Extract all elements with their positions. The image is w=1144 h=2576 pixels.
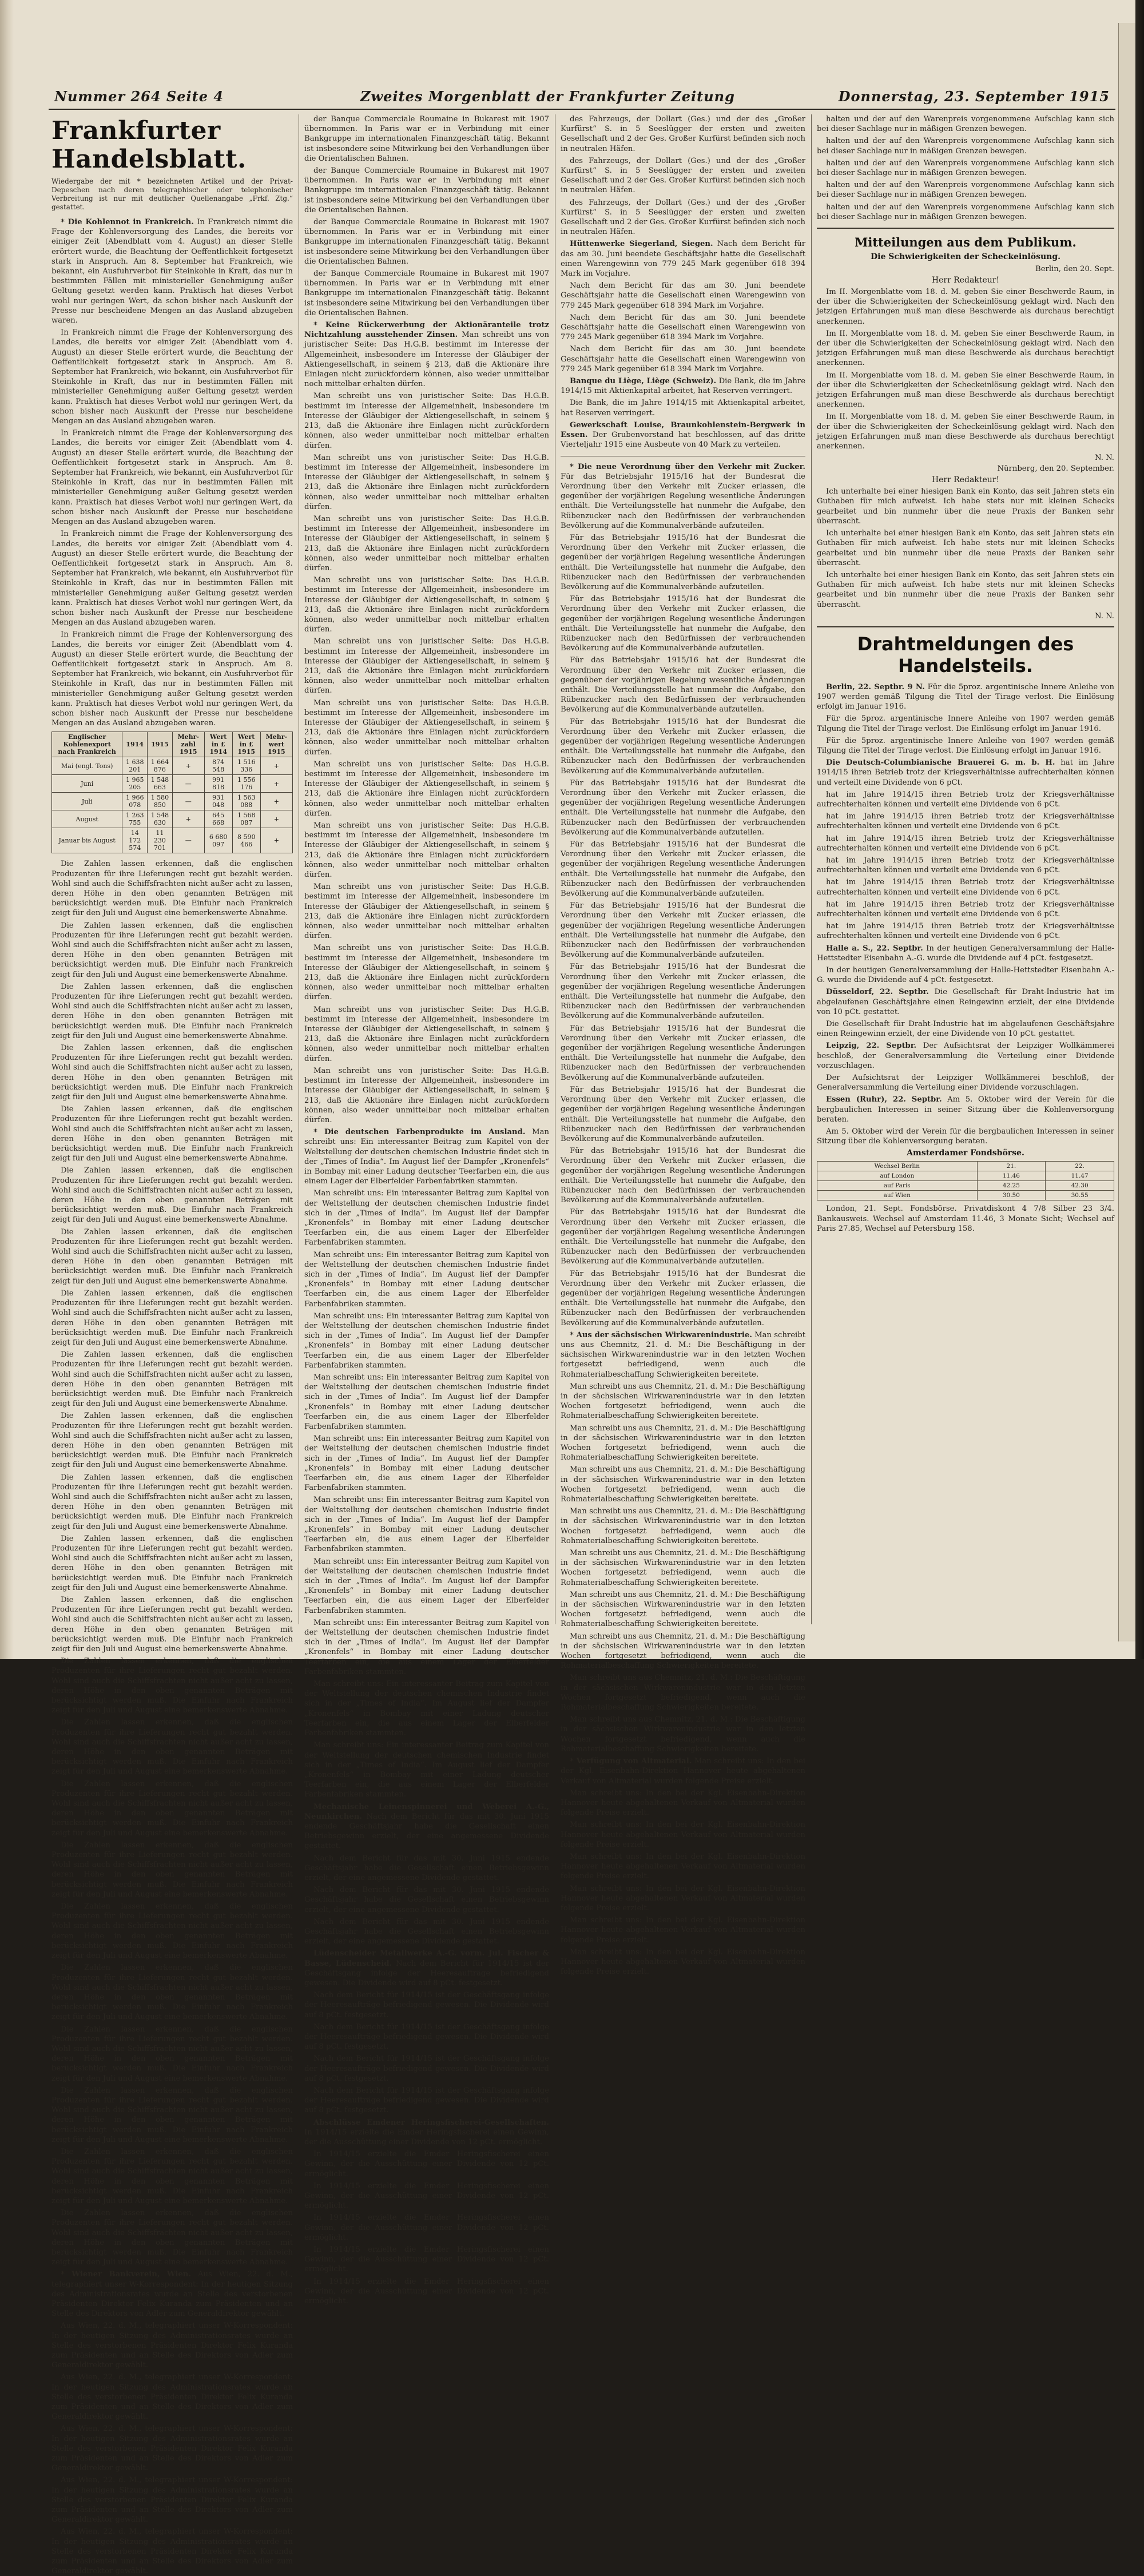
letters-heading: Mitteilungen aus dem Publikum. (855, 235, 1077, 250)
article-continuation: Die Zahlen lassen erkennen, daß die englischen Produzenten für ihre Lieferungen recht gut bezahlt werden. Wohl sind auch die Schiffsfrachten nicht außer acht zu lassen, deren Höhe in den oben genannten Beträgen mit berücksichtigt werden muß. Die Einfuhr nach Frankreich zeigt für den Juli und August eine bemerkenswerte Abnahme. (51, 1166, 293, 1225)
table-cell: — (172, 775, 204, 793)
article-continuation: Die Zahlen lassen erkennen, daß die englischen Produzenten für ihre Lieferungen recht gut bezahlt werden. Wohl sind auch die Schiffsfrachten nicht außer acht zu lassen, deren Höhe in den oben genannten Beträgen mit berücksichtigt werden muß. Die Einfuhr nach Frankreich zeigt für den Juli und August eine bemerkenswerte Abnahme. (51, 1473, 293, 1531)
report-continuation: hat im Jahre 1914/15 ihren Betrieb trotz der Kriegsverhältnisse aufrechterhalten können und verteilt eine Dividende von 6 pCt. (817, 834, 1114, 853)
table-cell: auf Wien (817, 1191, 978, 1200)
article-continuation: Man schreibt uns: Ein interessanter Beitrag zum Kapitel von der Weltstellung der deutschen chemischen Industrie findet sich in der „Times of India“. Im August lief der Dampfer „Kronenfels“ in Bombay mit einer Ladung deutscher Teerfarben ein, die aus einem Lager der Elberfelder Farbenfabriken stammten. (304, 1496, 549, 1554)
letter-continuation: Im II. Morgenblatte vom 18. d. M. geben Sie einer Beschwerde Raum, in der über die Schwierigkeiten der Scheckeinlösung geklagt wird. Nach den jetzigen Erfahrungen muß man diese Beschwerde als durchaus berechtigt anerkennen. (817, 412, 1114, 451)
copyright-note: Wiedergabe der mit * bezeichneten Artikel und der Privat-Depeschen nach deren telegraphischer oder telephonischer Verbreitung ist nur mit deutlicher Quellenangabe „Frkf. Ztg.“ gestattet. (51, 177, 293, 211)
table-cell: 42.30 (1046, 1181, 1114, 1191)
article-continuation: Die Zahlen lassen erkennen, daß die englischen Produzenten für ihre Lieferungen recht gut bezahlt werden. Wohl sind auch die Schiffsfrachten nicht außer acht zu lassen, deren Höhe in den oben genannten Beträgen mit berücksichtigt werden muß. Die Einfuhr nach Frankreich zeigt für den Juli und August eine bemerkenswerte Abnahme. (51, 1289, 293, 1347)
table-cell: August (52, 810, 122, 828)
wire-report: Berlin, 22. Septbr. 9 N. Für die 5proz. argentinische Innere Anleihe von 1907 werden gemäß Tilgung die Titel der Tirage verlost. Die Einlösung erfolgt im Januar 1916. (817, 682, 1114, 711)
article-continuation: Man schreibt uns: In den bei der Kgl. Eisenbahn-Direktion Hannover heute abgehaltenen Verkauf von Altmaterial wurden folgende Preise erzielt. (561, 1916, 805, 1945)
article-continuation: In Frankreich nimmt die Frage der Kohlenversorgung des Landes, die bereits vor einiger Zeit (Abendblatt vom 4. August) an dieser Stelle erörtert wurde, die Beachtung der Oeffentlichkeit fortgesetzt stark in Anspruch. Am 8. September hat Frankreich, wie bekannt, ein Ausfuhrverbot für Steinkohle in Kraft, das nur in bestimmten Fällen mit ministerieller Genehmigung außer Geltung gesetzt werden kann. Praktisch hat dieses Verbot wohl nur geringen Wert, da schon bisher nach Auskunft der Presse nur bescheidene Mengen an das Ausland abzugeben waren. (51, 429, 293, 527)
article-continuation: In Frankreich nimmt die Frage der Kohlenversorgung des Landes, die bereits vor einiger Zeit (Abendblatt vom 4. August) an dieser Stelle erörtert wurde, die Beachtung der Oeffentlichkeit fortgesetzt stark in Anspruch. Am 8. September hat Frankreich, wie bekannt, ein Ausfuhrverbot für Steinkohle in Kraft, das nur in bestimmten Fällen mit ministerieller Genehmigung außer Geltung gesetzt werden kann. Praktisch hat dieses Verbot wohl nur geringen Wert, da schon bisher nach Auskunft der Presse nur bescheidene Mengen an das Ausland abzugeben waren. (51, 530, 293, 627)
report-continuation: hat im Jahre 1914/15 ihren Betrieb trotz der Kriegsverhältnisse aufrechterhalten können und verteilt eine Dividende von 6 pCt. (817, 790, 1114, 809)
article-continuation: des Fahrzeugs, der Dollart (Ges.) und der des „Großer Kurfürst“ S. in 5 Seeslügger der ersten und zweiten Gesellschaft und 2 der Ges. Großer Kurfürst befinden sich noch in neutralen Häfen. (561, 156, 805, 195)
column-2 (304, 114, 549, 2306)
article-continuation: Für das Betriebsjahr 1915/16 hat der Bundesrat die Verordnung über den Verkehr mit Zucker erlassen, die gegenüber der vorjährigen Regelung wesentliche Änderungen enthält. Die Verteilungsstelle hat nunmehr die Aufgabe, den Rübenzucker nach den Bedürfnissen der verbrauchenden Bevölkerung auf die Kommunalverbände aufzuteilen. (561, 1147, 805, 1205)
article-paragraph: Mechanische Leinenspinnerei und Weberei A.-G., Neunkirchen. Nach dem Bericht für das mit 30. Juni 1915 endende Geschäftsjahr habe die Gesellschaft einen Betriebsgewinn erzielt, der eine angemessene Dividende gestattet. (304, 1802, 549, 1851)
article-continuation: Nach dem Bericht für das am 30. Juni beendete Geschäftsjahr hatte die Gesellschaft einen Warengewinn von 779 245 Mark gegenüber 618 394 Mark im Vorjahre. (561, 281, 805, 310)
table-row (52, 810, 293, 828)
article-continuation: Man schreibt uns aus Chemnitz, 21. d. M.: Die Beschäftigung in der sächsischen Wirkwarenindustrie war in den letzten Wochen fortgesetzt befriedigend, wenn auch die Rohmaterialbeschaffung Schwierigkeiten bereitete. (561, 1424, 805, 1462)
table-cell: + (260, 793, 292, 810)
letter-continuation: Ich unterhalte bei einer hiesigen Bank ein Konto, das seit Jahren stets ein Guthaben für mich aufweist. Ich habe stets nur mit kleinen Schecks gearbeitet und bin nunmehr über die neue Praxis der Banken sehr überrascht. (817, 529, 1114, 567)
table-cell: 1 548 663 (148, 775, 173, 793)
article-continuation: der Banque Commerciale Roumaine in Bukarest mit 1907 übernommen. In Paris war er in Verbindung mit einer Bankgruppe im internationalen Finanzgeschäft tätig. Bekannt ist insbesondere seine Mitwirkung bei den Verhandlungen über die Orientalischen Bahnen. (304, 269, 549, 317)
report-dateline: Berlin, 22. Septbr. 9 N. (826, 682, 925, 691)
article-continuation: Für das Betriebsjahr 1915/16 hat der Bundesrat die Verordnung über den Verkehr mit Zucker erlassen, die gegenüber der vorjährigen Regelung wesentliche Änderungen enthält. Die Verteilungsstelle hat nunmehr die Aufgabe, den Rübenzucker nach den Bedürfnissen der verbrauchenden Bevölkerung auf die Kommunalverbände aufzuteilen. (561, 656, 805, 714)
article-continuation: Man schreibt uns: Ein interessanter Beitrag zum Kapitel von der Weltstellung der deutschen chemischen Industrie findet sich in der „Times of India“. Im August lief der Dampfer „Kronenfels“ in Bombay mit einer Ladung deutscher Teerfarben ein, die aus einem Lager der Elberfelder Farbenfabriken stammten. (304, 1618, 549, 1676)
article-continuation: Man schreibt uns von juristischer Seite: Das H.G.B. bestimmt im Interesse der Allgemeinheit, insbesondere im Interesse der Gläubiger der Aktiengesellschaft, in seinem § 213, daß die Aktionäre ihre Einlagen nicht zurückfordern können, also weder unmittelbar noch mittelbar erhalten dürfen. (304, 392, 549, 450)
article-continuation: Für das Betriebsjahr 1915/16 hat der Bundesrat die Verordnung über den Verkehr mit Zucker erlassen, die gegenüber der vorjährigen Regelung wesentliche Änderungen enthält. Die Verteilungsstelle hat nunmehr die Aufgabe, den Rübenzucker nach den Bedürfnissen der verbrauchenden Bevölkerung auf die Kommunalverbände aufzuteilen. (561, 963, 805, 1021)
report-continuation: hat im Jahre 1914/15 ihren Betrieb trotz der Kriegsverhältnisse aufrechterhalten können und verteilt eine Dividende von 6 pCt. (817, 900, 1114, 919)
table-cell: 30.50 (977, 1191, 1046, 1200)
article-continuation: Nach dem Bericht für 1914/15 ist der Geschäftsgang infolge der Heeresaufträge befriedigend gewesen. Die Dividende wird auf 8 pCt. festgesetzt. (304, 1991, 549, 2020)
issue-date: Donnerstag, 23. September 1915 (838, 88, 1110, 105)
article-continuation: Für das Betriebsjahr 1915/16 hat der Bundesrat die Verordnung über den Verkehr mit Zucker erlassen, die gegenüber der vorjährigen Regelung wesentliche Änderungen enthält. Die Verteilungsstelle hat nunmehr die Aufgabe, den Rübenzucker nach den Bedürfnissen der verbrauchenden Bevölkerung auf die Kommunalverbände aufzuteilen. (561, 1208, 805, 1266)
article-continuation: Man schreibt uns: In den bei der Kgl. Eisenbahn-Direktion Hannover heute abgehaltenen Verkauf von Altmaterial wurden folgende Preise erzielt. (561, 1884, 805, 1913)
article-lead: Abschlüsse Emdener Heringsfischerei-Gesellschaften. (313, 2118, 549, 2127)
column-1 (51, 114, 293, 2576)
article-continuation: Für das Betriebsjahr 1915/16 hat der Bundesrat die Verordnung über den Verkehr mit Zucker erlassen, die gegenüber der vorjährigen Regelung wesentliche Änderungen enthält. Die Verteilungsstelle hat nunmehr die Aufgabe, den Rübenzucker nach den Bedürfnissen der verbrauchenden Bevölkerung auf die Kommunalverbände aufzuteilen. (561, 1024, 805, 1082)
article-continuation: Die Zahlen lassen erkennen, daß die englischen Produzenten für ihre Lieferungen recht gut bezahlt werden. Wohl sind auch die Schiffsfrachten nicht außer acht zu lassen, deren Höhe in den oben genannten Beträgen mit berücksichtigt werden muß. Die Einfuhr nach Frankreich zeigt für den Juli und August eine bemerkenswerte Abnahme. (51, 1350, 293, 1409)
table-cell: 645 668 (204, 810, 232, 828)
letter-continuation: Im II. Morgenblatte vom 18. d. M. geben Sie einer Beschwerde Raum, in der über die Schwierigkeiten der Scheckeinlösung geklagt wird. Nach den jetzigen Erfahrungen muß man diese Beschwerde als durchaus berechtigt anerkennen. (817, 371, 1114, 410)
report-continuation: hat im Jahre 1914/15 ihren Betrieb trotz der Kriegsverhältnisse aufrechterhalten können und verteilt eine Dividende von 6 pCt. (817, 878, 1114, 897)
article-continuation: Die Zahlen lassen erkennen, daß die englischen Produzenten für ihre Lieferungen recht gut bezahlt werden. Wohl sind auch die Schiffsfrachten nicht außer acht zu lassen, deren Höhe in den oben genannten Beträgen mit berücksichtigt werden muß. Die Einfuhr nach Frankreich zeigt für den Juli und August eine bemerkenswerte Abnahme. (51, 1902, 293, 1961)
table-cell: + (172, 757, 204, 775)
letter-salutation: Herr Redakteur! (931, 475, 1000, 485)
wire-report: Essen (Ruhr), 22. Septbr. Am 5. Oktober wird der Verein für die bergbaulichen Interessen in seiner Sitzung über die Kohlenversorgung beraten. (817, 1095, 1114, 1124)
article-continuation: Man schreibt uns: In den bei der Kgl. Eisenbahn-Direktion Hannover heute abgehaltenen Verkauf von Altmaterial wurden folgende Preise erzielt. (561, 1947, 805, 1977)
table-cell: Wechsel Berlin (817, 1162, 978, 1171)
article-continuation: Man schreibt uns von juristischer Seite: Das H.G.B. bestimmt im Interesse der Allgemeinheit, insbesondere im Interesse der Gläubiger der Aktiengesellschaft, in seinem § 213, daß die Aktionäre ihre Einlagen nicht zurückfordern können, also weder unmittelbar noch mittelbar erhalten dürfen. (304, 1066, 549, 1124)
table-cell: 1 556 176 (232, 775, 260, 793)
article-continuation: Man schreibt uns von juristischer Seite: Das H.G.B. bestimmt im Interesse der Allgemeinheit, insbesondere im Interesse der Gläubiger der Aktiengesellschaft, in seinem § 213, daß die Aktionäre ihre Einlagen nicht zurückfordern können, also weder unmittelbar noch mittelbar erhalten dürfen. (304, 514, 549, 573)
article-paragraph: * Wiener Bankverein, Wien. Aus Wien, 22. d. M., telegraphiert unser W-Korrespondent: In der heutigen Sitzung des Administrationsrates wurde an Stelle des verstorbenen Präsidenten Direktor Felix Kuranda zum Präsidenten und an Stelle des Direktors von Adler zum Generaldirektor gewählt. (51, 2270, 293, 2319)
article-continuation: Man schreibt uns: Ein interessanter Beitrag zum Kapitel von der Weltstellung der deutschen chemischen Industrie findet sich in der „Times of India“. Im August lief der Dampfer „Kronenfels“ in Bombay mit einer Ladung deutscher Teerfarben ein, die aus einem Lager der Elberfelder Farbenfabriken stammten. (304, 1250, 549, 1309)
article-paragraph: Hüttenwerke Siegerland, Siegen. Nach dem Bericht für das am 30. Juni beendete Geschäftsjahr hatte die Gesellschaft einen Warengewinn von 779 245 Mark gegenüber 618 394 Mark im Vorjahre. (561, 240, 806, 279)
page-header (49, 85, 1115, 110)
article-continuation: Man schreibt uns aus Chemnitz, 21. d. M.: Die Beschäftigung in der sächsischen Wirkwarenindustrie war in den letzten Wochen fortgesetzt befriedigend, wenn auch die Rohmaterialbeschaffung Schwierigkeiten bereitete. (561, 1673, 805, 1712)
article-continuation: Nach dem Bericht für das mit 30. Juni 1915 endende Geschäftsjahr habe die Gesellschaft einen Betriebsgewinn erzielt, der eine angemessene Dividende gestattet. (304, 1854, 549, 1882)
article-continuation: Die Zahlen lassen erkennen, daß die englischen Produzenten für ihre Lieferungen recht gut bezahlt werden. Wohl sind auch die Schiffsfrachten nicht außer acht zu lassen, deren Höhe in den oben genannten Beträgen mit berücksichtigt werden muß. Die Einfuhr nach Frankreich zeigt für den Juli und August eine bemerkenswerte Abnahme. (51, 2147, 293, 2205)
table-row (52, 757, 293, 775)
table-cell: 1 563 088 (232, 793, 260, 810)
page-edge-shadow (1135, 0, 1144, 1659)
table-cell: 30.55 (1046, 1191, 1114, 1200)
table-cell: Juni (52, 775, 122, 793)
article-continuation: Die Zahlen lassen erkennen, daß die englischen Produzenten für ihre Lieferungen recht gut bezahlt werden. Wohl sind auch die Schiffsfrachten nicht außer acht zu lassen, deren Höhe in den oben genannten Beträgen mit berücksichtigt werden muß. Die Einfuhr nach Frankreich zeigt für den Juli und August eine bemerkenswerte Abnahme. (51, 2209, 293, 2267)
article-continuation: Man schreibt uns von juristischer Seite: Das H.G.B. bestimmt im Interesse der Allgemeinheit, insbesondere im Interesse der Gläubiger der Aktiengesellschaft, in seinem § 213, daß die Aktionäre ihre Einlagen nicht zurückfordern können, also weder unmittelbar noch mittelbar erhalten dürfen. (304, 882, 549, 941)
letters-subheading: Die Schwierigkeiten der Scheckeinlösung. (870, 252, 1061, 262)
article-continuation: Die Zahlen lassen erkennen, daß die englischen Produzenten für ihre Lieferungen recht gut bezahlt werden. Wohl sind auch die Schiffsfrachten nicht außer acht zu lassen, deren Höhe in den oben genannten Beträgen mit berücksichtigt werden muß. Die Einfuhr nach Frankreich zeigt für den Juli und August eine bemerkenswerte Abnahme. (51, 1105, 293, 1163)
newspaper-title: Zweites Morgenblatt der Frankfurter Zeitung (360, 88, 735, 105)
table-cell: 21. (977, 1162, 1046, 1171)
table-cell: 1 548 630 (148, 810, 173, 828)
column-rule (811, 114, 812, 1624)
table-row (817, 1162, 1114, 1171)
letter-continuation: Im II. Morgenblatte vom 18. d. M. geben Sie einer Beschwerde Raum, in der über die Schwierigkeiten der Scheckeinlösung geklagt wird. Nach den jetzigen Erfahrungen muß man diese Beschwerde als durchaus berechtigt anerkennen. (817, 329, 1114, 368)
article-paragraph: des Fahrzeugs, der Dollart (Ges.) und der des „Großer Kurfürst“ S. in 5 Seeslügger der ersten und zweiten Gesellschaft und 2 der Ges. Großer Kurfürst befinden sich noch in neutralen Häfen. (561, 115, 805, 153)
article-continuation: In 1914/15 erzielte die Emder Heringsfischerei einen Gewinn, der die Ausschüttung einer Dividende von 12 pCt. ermöglicht. (304, 2181, 549, 2211)
report-continuation: Für die 5proz. argentinische Innere Anleihe von 1907 werden gemäß Tilgung die Titel der Tirage verlost. Die Einlösung erfolgt im Januar 1916. (817, 714, 1114, 733)
table-row (817, 1191, 1114, 1200)
article-continuation: Man schreibt uns von juristischer Seite: Das H.G.B. bestimmt im Interesse der Allgemeinheit, insbesondere im Interesse der Gläubiger der Aktiengesellschaft, in seinem § 213, daß die Aktionäre ihre Einlagen nicht zurückfordern können, also weder unmittelbar noch mittelbar erhalten dürfen. (304, 576, 549, 634)
letter-signature: N. N. (1095, 611, 1114, 621)
article-continuation: Aus Wien, 22. d. M., telegraphiert unser W-Korrespondent: In der heutigen Sitzung des Administrationsrates wurde an Stelle des verstorbenen Präsidenten Direktor Felix Kuranda zum Präsidenten und an Stelle des Direktors von Adler zum Generaldirektor gewählt. (51, 2527, 293, 2576)
letter-date: Berlin, den 20. Sept. (1035, 265, 1114, 274)
article-paragraph: * Die Kohlennot in Frankreich. In Frankreich nimmt die Frage der Kohlenversorgung des Landes, die bereits vor einiger Zeit (Abendblatt vom 4. August) an dieser Stelle erörtert wurde, die Beachtung der Oeffentlichkeit fortgesetzt stark in Anspruch. Am 8. September hat Frankreich, wie bekannt, ein Ausfuhrverbot für Steinkohle in Kraft, das nur in bestimmten Fällen mit ministerieller Genehmigung außer Geltung gesetzt werden kann. Praktisch hat dieses Verbot wohl nur geringen Wert, da schon bisher nach Auskunft der Presse nur bescheidene Mengen an das Ausland abzugeben waren. (51, 218, 293, 325)
report-continuation: In der heutigen Generalversammlung der Halle-Hettstedter Eisenbahn A.-G. wurde die Dividende auf 4 pCt. festgesetzt. (817, 966, 1114, 985)
table-row (52, 793, 293, 810)
article-continuation: Die Zahlen lassen erkennen, daß die englischen Produzenten für ihre Lieferungen recht gut bezahlt werden. Wohl sind auch die Schiffsfrachten nicht außer acht zu lassen, deren Höhe in den oben genannten Beträgen mit berücksichtigt werden muß. Die Einfuhr nach Frankreich zeigt für den Juli und August eine bemerkenswerte Abnahme. (51, 2086, 293, 2144)
article-continuation: Die Zahlen lassen erkennen, daß die englischen Produzenten für ihre Lieferungen recht gut bezahlt werden. Wohl sind auch die Schiffsfrachten nicht außer acht zu lassen, deren Höhe in den oben genannten Beträgen mit berücksichtigt werden muß. Die Einfuhr nach Frankreich zeigt für den Juli und August eine bemerkenswerte Abnahme. (51, 1227, 293, 1286)
article-lead: * Die Kohlennot in Frankreich. (61, 218, 194, 226)
letter-paragraph: Ich unterhalte bei einer hiesigen Bank ein Konto, das seit Jahren stets ein Guthaben für mich aufweist. Ich habe stets nur mit kleinen Schecks gearbeitet und bin nunmehr über die neue Praxis der Banken sehr überrascht. (817, 487, 1114, 526)
table-cell: 1 965 205 (122, 775, 148, 793)
article-continuation: Man schreibt uns: In den bei der Kgl. Eisenbahn-Direktion Hannover heute abgehaltenen Verkauf von Altmaterial wurden folgende Preise erzielt. (561, 1852, 805, 1881)
article-lead: * Die deutschen Farbenprodukte im Ausland. (313, 1128, 526, 1137)
article-continuation: Man schreibt uns: In den bei der Kgl. Eisenbahn-Direktion Hannover heute abgehaltenen Verkauf von Altmaterial wurden folgende Preise erzielt. (561, 1820, 805, 1849)
wire-report: Düsseldorf, 22. Septbr. Die Gesellschaft für Draht-Industrie hat im abgelaufenen Geschäftsjahre einen Reingewinn erzielt, der eine Dividende von 10 pCt. gestattet. (817, 988, 1114, 1016)
table-header-cell: Mehr-zahl 1915 (172, 732, 204, 757)
article-continuation: Man schreibt uns aus Chemnitz, 21. d. M.: Die Beschäftigung in der sächsischen Wirkwarenindustrie war in den letzten Wochen fortgesetzt befriedigend, wenn auch die Rohmaterialbeschaffung Schwierigkeiten bereitete. (561, 1382, 805, 1421)
article-continuation: Die Bank, die im Jahre 1914/15 mit Aktienkapital arbeitet, hat Reserven verringert. (561, 399, 805, 418)
article-paragraph: * Keine Rückerwerbung der Aktionäranteile trotz Nichtzahlung ausstehender Zinsen. Man schreibt uns von juristischer Seite: Das H.G.B. bestimmt im Interesse der Allgemeinheit, insbesondere im Interesse der Gläubiger der Aktiengesellschaft, in seinem § 213, daß die Aktionäre ihre Einlagen nicht zurückfordern können, also weder unmittelbar noch mittelbar erhalten dürfen. (304, 321, 549, 389)
report-dateline: Düsseldorf, 22. Septbr. (826, 988, 929, 997)
article-continuation: In Frankreich nimmt die Frage der Kohlenversorgung des Landes, die bereits vor einiger Zeit (Abendblatt vom 4. August) an dieser Stelle erörtert wurde, die Beachtung der Oeffentlichkeit fortgesetzt stark in Anspruch. Am 8. September hat Frankreich, wie bekannt, ein Ausfuhrverbot für Steinkohle in Kraft, das nur in bestimmten Fällen mit ministerieller Genehmigung außer Geltung gesetzt werden kann. Praktisch hat dieses Verbot wohl nur geringen Wert, da schon bisher nach Auskunft der Presse nur bescheidene Mengen an das Ausland abzugeben waren. (51, 328, 293, 426)
report-dateline: Leipzig, 22. Septbr. (826, 1041, 917, 1051)
table-cell: + (172, 810, 204, 828)
article-continuation: In 1914/15 erzielte die Emder Heringsfischerei einen Gewinn, der die Ausschüttung einer Dividende von 12 pCt. ermöglicht. (304, 2150, 549, 2179)
article-continuation: Die Zahlen lassen erkennen, daß die englischen Produzenten für ihre Lieferungen recht gut bezahlt werden. Wohl sind auch die Schiffsfrachten nicht außer acht zu lassen, deren Höhe in den oben genannten Beträgen mit berücksichtigt werden muß. Die Einfuhr nach Frankreich zeigt für den Juli und August eine bemerkenswerte Abnahme. (51, 1779, 293, 1838)
article-continuation: Die Zahlen lassen erkennen, daß die englischen Produzenten für ihre Lieferungen recht gut bezahlt werden. Wohl sind auch die Schiffsfrachten nicht außer acht zu lassen, deren Höhe in den oben genannten Beträgen mit berücksichtigt werden muß. Die Einfuhr nach Frankreich zeigt für den Juli und August eine bemerkenswerte Abnahme. (51, 982, 293, 1040)
article-continuation: Aus Wien, 22. d. M., telegraphiert unser W-Korrespondent: In der heutigen Sitzung des Administrationsrates wurde an Stelle des verstorbenen Präsidenten Direktor Felix Kuranda zum Präsidenten und an Stelle des Direktors von Adler zum Generaldirektor gewählt. (51, 2476, 293, 2525)
article-lead: Mechanische Leinenspinnerei und Weberei A.-G., Neunkirchen. (304, 1802, 549, 1821)
table-cell: 11.47 (1046, 1171, 1114, 1181)
article-continuation: Man schreibt uns von juristischer Seite: Das H.G.B. bestimmt im Interesse der Allgemeinheit, insbesondere im Interesse der Gläubiger der Aktiengesellschaft, in seinem § 213, daß die Aktionäre ihre Einlagen nicht zurückfordern können, also weder unmittelbar noch mittelbar erhalten dürfen. (304, 698, 549, 757)
column-3 (561, 114, 806, 1977)
article-continuation: Man schreibt uns von juristischer Seite: Das H.G.B. bestimmt im Interesse der Allgemeinheit, insbesondere im Interesse der Gläubiger der Aktiengesellschaft, in seinem § 213, daß die Aktionäre ihre Einlagen nicht zurückfordern können, also weder unmittelbar noch mittelbar erhalten dürfen. (304, 944, 549, 1002)
table-cell: 1 263 755 (122, 810, 148, 828)
article-continuation: Die Zahlen lassen erkennen, daß die englischen Produzenten für ihre Lieferungen recht gut bezahlt werden. Wohl sind auch die Schiffsfrachten nicht außer acht zu lassen, deren Höhe in den oben genannten Beträgen mit berücksichtigt werden muß. Die Einfuhr nach Frankreich zeigt für den Juli und August eine bemerkenswerte Abnahme. (51, 1963, 293, 2022)
article-continuation: In 1914/15 erzielte die Emder Heringsfischerei einen Gewinn, der die Ausschüttung einer Dividende von 12 pCt. ermöglicht. (304, 2245, 549, 2274)
report-continuation: Der Aufsichtsrat der Leipziger Wollkämmerei beschloß, der Generalversammlung die Verteilung einer Dividende vorzuschlagen. (817, 1074, 1114, 1092)
wire-report: Halle a. S., 22. Septbr. In der heutigen Generalversammlung der Halle-Hettstedter Eisenbahn A.-G. wurde die Dividende auf 4 pCt. festgesetzt. (817, 944, 1114, 963)
article-continuation: Man schreibt uns von juristischer Seite: Das H.G.B. bestimmt im Interesse der Allgemeinheit, insbesondere im Interesse der Gläubiger der Aktiengesellschaft, in seinem § 213, daß die Aktionäre ihre Einlagen nicht zurückfordern können, also weder unmittelbar noch mittelbar erhalten dürfen. (304, 453, 549, 511)
table-cell: 1 966 078 (122, 793, 148, 810)
article-continuation: Für das Betriebsjahr 1915/16 hat der Bundesrat die Verordnung über den Verkehr mit Zucker erlassen, die gegenüber der vorjährigen Regelung wesentliche Änderungen enthält. Die Verteilungsstelle hat nunmehr die Aufgabe, den Rübenzucker nach den Bedürfnissen der verbrauchenden Bevölkerung auf die Kommunalverbände aufzuteilen. (561, 1269, 805, 1327)
section-title: Frankfurter Handelsblatt. (51, 116, 247, 174)
report-dateline: Die Deutsch-Columbianische Brauerei G. m. b. H. (826, 758, 1055, 768)
article-continuation: Man schreibt uns: Ein interessanter Beitrag zum Kapitel von der Weltstellung der deutschen chemischen Industrie findet sich in der „Times of India“. Im August lief der Dampfer „Kronenfels“ in Bombay mit einer Ladung deutscher Teerfarben ein, die aus einem Lager der Elberfelder Farbenfabriken stammten. (304, 1189, 549, 1247)
article-continuation: Für das Betriebsjahr 1915/16 hat der Bundesrat die Verordnung über den Verkehr mit Zucker erlassen, die gegenüber der vorjährigen Regelung wesentliche Änderungen enthält. Die Verteilungsstelle hat nunmehr die Aufgabe, den Rübenzucker nach den Bedürfnissen der verbrauchenden Bevölkerung auf die Kommunalverbände aufzuteilen. (561, 901, 805, 960)
article-continuation: der Banque Commerciale Roumaine in Bukarest mit 1907 übernommen. In Paris war er in Verbindung mit einer Bankgruppe im internationalen Finanzgeschäft tätig. Bekannt ist insbesondere seine Mitwirkung bei den Verhandlungen über die Orientalischen Bahnen. (304, 218, 549, 266)
article-continuation: Die Zahlen lassen erkennen, daß die englischen Produzenten für ihre Lieferungen recht gut bezahlt werden. Wohl sind auch die Schiffsfrachten nicht außer acht zu lassen, deren Höhe in den oben genannten Beträgen mit berücksichtigt werden muß. Die Einfuhr nach Frankreich zeigt für den Juli und August eine bemerkenswerte Abnahme. (51, 1044, 293, 1102)
table-cell: 14 172 574 (122, 828, 148, 853)
article-paragraph: * Verfügung von Altmaterial. Man schreibt uns: In den bei der Kgl. Eisenbahn-Direktion Hannover heute abgehaltenen Verkauf von Altmaterial wurden folgende Preise erzielt. (561, 1757, 806, 1786)
article-continuation: In 1914/15 erzielte die Emder Heringsfischerei einen Gewinn, der die Ausschüttung einer Dividende von 12 pCt. ermöglicht. (304, 2277, 549, 2306)
article-lead: Gewerkschaft Louise, Braunkohlenstein-Bergwerk in Essen. (561, 420, 805, 440)
article-continuation: Nach dem Bericht für das mit 30. Juni 1915 endende Geschäftsjahr habe die Gesellschaft einen Betriebsgewinn erzielt, der eine angemessene Dividende gestattet. (304, 1886, 549, 1914)
table-row (817, 1171, 1114, 1181)
table-cell: 991 818 (204, 775, 232, 793)
article-continuation: Nach dem Bericht für 1914/15 ist der Geschäftsgang infolge der Heeresaufträge befriedigend gewesen. Die Dividende wird auf 8 pCt. festgesetzt. (304, 2054, 549, 2083)
article-continuation: Man schreibt uns: Ein interessanter Beitrag zum Kapitel von der Weltstellung der deutschen chemischen Industrie findet sich in der „Times of India“. Im August lief der Dampfer „Kronenfels“ in Bombay mit einer Ladung deutscher Teerfarben ein, die aus einem Lager der Elberfelder Farbenfabriken stammten. (304, 1680, 549, 1738)
article-continuation: Nach dem Bericht für 1914/15 ist der Geschäftsgang infolge der Heeresaufträge befriedigend gewesen. Die Dividende wird auf 8 pCt. festgesetzt. (304, 2086, 549, 2115)
article-continuation: Nach dem Bericht für 1914/15 ist der Geschäftsgang infolge der Heeresaufträge befriedigend gewesen. Die Dividende wird auf 8 pCt. festgesetzt. (304, 2022, 549, 2052)
article-continuation: Man schreibt uns aus Chemnitz, 21. d. M.: Die Beschäftigung in der sächsischen Wirkwarenindustrie war in den letzten Wochen fortgesetzt befriedigend, wenn auch die Rohmaterialbeschaffung Schwierigkeiten bereitete. (561, 1465, 805, 1504)
table-row (52, 775, 293, 793)
article-paragraph: Abschlüsse Emdener Heringsfischerei-Gesellschaften. In 1914/15 erzielte die Emder Heringsfischerei einen Gewinn, der die Ausschüttung einer Dividende von 12 pCt. ermöglicht. (304, 2118, 549, 2147)
table-cell: Juli (52, 793, 122, 810)
letter-paragraph: Im II. Morgenblatte vom 18. d. M. geben Sie einer Beschwerde Raum, in der über die Schwierigkeiten der Scheckeinlösung geklagt wird. Nach den jetzigen Erfahrungen muß man diese Beschwerde als durchaus berechtigt anerkennen. (817, 288, 1114, 326)
letter-salutation: Herr Redakteur! (931, 276, 1000, 285)
table-cell: Januar bis August (52, 828, 122, 853)
article-continuation: Man schreibt uns aus Chemnitz, 21. d. M.: Die Beschäftigung in der sächsischen Wirkwarenindustrie war in den letzten Wochen fortgesetzt befriedigend, wenn auch die Rohmaterialbeschaffung Schwierigkeiten bereitete. (561, 1549, 805, 1587)
article-continuation: Die Zahlen lassen erkennen, daß die englischen Produzenten für ihre Lieferungen recht gut bezahlt werden. Wohl sind auch die Schiffsfrachten nicht außer acht zu lassen, deren Höhe in den oben genannten Beträgen mit berücksichtigt werden muß. Die Einfuhr nach Frankreich zeigt für den Juli und August eine bemerkenswerte Abnahme. (51, 1595, 293, 1653)
article-continuation: Man schreibt uns von juristischer Seite: Das H.G.B. bestimmt im Interesse der Allgemeinheit, insbesondere im Interesse der Gläubiger der Aktiengesellschaft, in seinem § 213, daß die Aktionäre ihre Einlagen nicht zurückfordern können, also weder unmittelbar noch mittelbar erhalten dürfen. (304, 1005, 549, 1063)
wire-report: Leipzig, 22. Septbr. Der Aufsichtsrat der Leipziger Wollkämmerei beschloß, der Generalversammlung die Verteilung einer Dividende vorzuschlagen. (817, 1041, 1114, 1070)
article-continuation: Aus Wien, 22. d. M., telegraphiert unser W-Korrespondent: In der heutigen Sitzung des Administrationsrates wurde an Stelle des verstorbenen Präsidenten Direktor Felix Kuranda zum Präsidenten und an Stelle des Direktors von Adler zum Generaldirektor gewählt. (51, 2321, 293, 2370)
table-cell: 6 680 097 (204, 828, 232, 853)
table-cell: 1 568 087 (232, 810, 260, 828)
article-continuation: Für das Betriebsjahr 1915/16 hat der Bundesrat die Verordnung über den Verkehr mit Zucker erlassen, die gegenüber der vorjährigen Regelung wesentliche Änderungen enthält. Die Verteilungsstelle hat nunmehr die Aufgabe, den Rübenzucker nach den Bedürfnissen der verbrauchenden Bevölkerung auf die Kommunalverbände aufzuteilen. (561, 533, 805, 591)
report-continuation: Die Gesellschaft für Draht-Industrie hat im abgelaufenen Geschäftsjahre einen Reingewinn erzielt, der eine Dividende von 10 pCt. gestattet. (817, 1020, 1114, 1039)
table-cell: 42.25 (977, 1181, 1046, 1191)
article-continuation: halten und der auf den Warenpreis vorgenommene Aufschlag kann sich bei dieser Sachlage nur in mäßigen Grenzen bewegen. (817, 202, 1114, 221)
article-paragraph: Banque du Liège, Liège (Schweiz). Die Bank, die im Jahre 1914/15 mit Aktienkapital arbeitet, hat Reserven verringert. (561, 377, 805, 396)
article-lead: Lüdenscheider Metallwerke A.-G. vorm. Jul. Fischer & Basse, Lüdenscheid. (304, 1949, 549, 1968)
table-cell: 8 590 466 (232, 828, 260, 853)
article-continuation: Die Zahlen lassen erkennen, daß die englischen Produzenten für ihre Lieferungen recht gut bezahlt werden. Wohl sind auch die Schiffsfrachten nicht außer acht zu lassen, deren Höhe in den oben genannten Beträgen mit berücksichtigt werden muß. Die Einfuhr nach Frankreich zeigt für den Juli und August eine bemerkenswerte Abnahme. (51, 1657, 293, 1715)
article-paragraph: * Aus der sächsischen Wirkwarenindustrie. Man schreibt uns aus Chemnitz, 21. d. M.: Die Beschäftigung in der sächsischen Wirkwarenindustrie war in den letzten Wochen fortgesetzt befriedigend, wenn auch die Rohmaterialbeschaffung Schwierigkeiten bereitete. (561, 1330, 805, 1379)
article-continuation: Man schreibt uns von juristischer Seite: Das H.G.B. bestimmt im Interesse der Allgemeinheit, insbesondere im Interesse der Gläubiger der Aktiengesellschaft, in seinem § 213, daß die Aktionäre ihre Einlagen nicht zurückfordern können, also weder unmittelbar noch mittelbar erhalten dürfen. (304, 760, 549, 818)
article-continuation: Die Zahlen lassen erkennen, daß die englischen Produzenten für ihre Lieferungen recht gut bezahlt werden. Wohl sind auch die Schiffsfrachten nicht außer acht zu lassen, deren Höhe in den oben genannten Beträgen mit berücksichtigt werden muß. Die Einfuhr nach Frankreich zeigt für den Juli und August eine bemerkenswerte Abnahme. (51, 1718, 293, 1776)
report-continuation: Für die 5proz. argentinische Innere Anleihe von 1907 werden gemäß Tilgung die Titel der Tirage verlost. Die Einlösung erfolgt im Januar 1916. (817, 736, 1114, 755)
article-continuation: Nach dem Bericht für das am 30. Juni beendete Geschäftsjahr hatte die Gesellschaft einen Warengewinn von 779 245 Mark gegenüber 618 394 Mark im Vorjahre. (561, 345, 805, 373)
article-continuation: Man schreibt uns von juristischer Seite: Das H.G.B. bestimmt im Interesse der Allgemeinheit, insbesondere im Interesse der Gläubiger der Aktiengesellschaft, in seinem § 213, daß die Aktionäre ihre Einlagen nicht zurückfordern können, also weder unmittelbar noch mittelbar erhalten dürfen. (304, 637, 549, 695)
article-continuation: Man schreibt uns aus Chemnitz, 21. d. M.: Die Beschäftigung in der sächsischen Wirkwarenindustrie war in den letzten Wochen fortgesetzt befriedigend, wenn auch die Rohmaterialbeschaffung Schwierigkeiten bereitete. (561, 1507, 805, 1545)
report-continuation: Am 5. Oktober wird der Verein für die bergbaulichen Interessen in seiner Sitzung über die Kohlenversorgung beraten. (817, 1127, 1114, 1146)
table-cell: 11 230 701 (148, 828, 173, 853)
section-divider (817, 626, 1114, 627)
article-continuation: Die Zahlen lassen erkennen, daß die englischen Produzenten für ihre Lieferungen recht gut bezahlt werden. Wohl sind auch die Schiffsfrachten nicht außer acht zu lassen, deren Höhe in den oben genannten Beträgen mit berücksichtigt werden muß. Die Einfuhr nach Frankreich zeigt für den Juli und August eine bemerkenswerte Abnahme. (51, 2025, 293, 2083)
bourse-heading: Amsterdamer Fondsbörse. (907, 1148, 1024, 1158)
table-cell: 1 638 201 (122, 757, 148, 775)
table-cell: — (172, 828, 204, 853)
book-spine (0, 0, 14, 1659)
article-lead: * Aus der sächsischen Wirkwarenindustrie. (570, 1330, 752, 1339)
article-continuation: Nach dem Bericht für das am 30. Juni beendete Geschäftsjahr hatte die Gesellschaft einen Warengewinn von 779 245 Mark gegenüber 618 394 Mark im Vorjahre. (561, 313, 805, 342)
table-cell: 931 048 (204, 793, 232, 810)
article-continuation: Für das Betriebsjahr 1915/16 hat der Bundesrat die Verordnung über den Verkehr mit Zucker erlassen, die gegenüber der vorjährigen Regelung wesentliche Änderungen enthält. Die Verteilungsstelle hat nunmehr die Aufgabe, den Rübenzucker nach den Bedürfnissen der verbrauchenden Bevölkerung auf die Kommunalverbände aufzuteilen. (561, 717, 805, 776)
adjacent-page-strip (1118, 23, 1136, 1641)
report-continuation: hat im Jahre 1914/15 ihren Betrieb trotz der Kriegsverhältnisse aufrechterhalten können und verteilt eine Dividende von 6 pCt. (817, 856, 1114, 875)
article-continuation: Man schreibt uns: Ein interessanter Beitrag zum Kapitel von der Weltstellung der deutschen chemischen Industrie findet sich in der „Times of India“. Im August lief der Dampfer „Kronenfels“ in Bombay mit einer Ladung deutscher Teerfarben ein, die aus einem Lager der Elberfelder Farbenfabriken stammten. (304, 1741, 549, 1799)
article-paragraph: der Banque Commerciale Roumaine in Bukarest mit 1907 übernommen. In Paris war er in Verbindung mit einer Bankgruppe im internationalen Finanzgeschäft tätig. Bekannt ist insbesondere seine Mitwirkung bei den Verhandlungen über die Orientalischen Bahnen. (304, 115, 549, 163)
table-cell: + (260, 757, 292, 775)
article-continuation: des Fahrzeugs, der Dollart (Ges.) und der des „Großer Kurfürst“ S. in 5 Seeslügger der ersten und zweiten Gesellschaft und 2 der Ges. Großer Kurfürst befinden sich noch in neutralen Häfen. (561, 198, 805, 237)
table-header-cell: Englischer Kohlenexport nach Frankreich (52, 732, 122, 757)
table-cell: 22. (1046, 1162, 1114, 1171)
table-header-cell: Wert in £ 1914 (204, 732, 232, 757)
article-continuation: Nach dem Bericht für das mit 30. Juni 1915 endende Geschäftsjahr habe die Gesellschaft einen Betriebsgewinn erzielt, der eine angemessene Dividende gestattet. (304, 1917, 549, 1946)
letter-signature: N. N. (1095, 454, 1114, 463)
article-continuation: Aus Wien, 22. d. M., telegraphiert unser W-Korrespondent: In der heutigen Sitzung des Administrationsrates wurde an Stelle des verstorbenen Präsidenten Direktor Felix Kuranda zum Präsidenten und an Stelle des Direktors von Adler zum Generaldirektor gewählt. (51, 2424, 293, 2473)
table-cell: 1 664 876 (148, 757, 173, 775)
article-continuation: Man schreibt uns: Ein interessanter Beitrag zum Kapitel von der Weltstellung der deutschen chemischen Industrie findet sich in der „Times of India“. Im August lief der Dampfer „Kronenfels“ in Bombay mit einer Ladung deutscher Teerfarben ein, die aus einem Lager der Elberfelder Farbenfabriken stammten. (304, 1373, 549, 1431)
table-cell: + (260, 775, 292, 793)
article-continuation: Für das Betriebsjahr 1915/16 hat der Bundesrat die Verordnung über den Verkehr mit Zucker erlassen, die gegenüber der vorjährigen Regelung wesentliche Änderungen enthält. Die Verteilungsstelle hat nunmehr die Aufgabe, den Rübenzucker nach den Bedürfnissen der verbrauchenden Bevölkerung auf die Kommunalverbände aufzuteilen. (561, 1085, 805, 1143)
article-continuation: halten und der auf den Warenpreis vorgenommene Aufschlag kann sich bei dieser Sachlage nur in mäßigen Grenzen bewegen. (817, 137, 1114, 156)
table-cell: auf Paris (817, 1181, 978, 1191)
article-continuation: Man schreibt uns: Ein interessanter Beitrag zum Kapitel von der Weltstellung der deutschen chemischen Industrie findet sich in der „Times of India“. Im August lief der Dampfer „Kronenfels“ in Bombay mit einer Ladung deutscher Teerfarben ein, die aus einem Lager der Elberfelder Farbenfabriken stammten. (304, 1434, 549, 1493)
article-lead: * Wiener Bankverein, Wien. (61, 2270, 191, 2279)
article-paragraph: Lüdenscheider Metallwerke A.-G. vorm. Jul. Fischer & Basse, Lüdenscheid. Nach dem Bericht für 1914/15 ist der Geschäftsgang infolge der Heeresaufträge befriedigend gewesen. Die Dividende wird auf 8 pCt. festgesetzt. (304, 1949, 549, 1987)
table-cell: + (260, 810, 292, 828)
table-cell: 1 516 336 (232, 757, 260, 775)
article-continuation: Für das Betriebsjahr 1915/16 hat der Bundesrat die Verordnung über den Verkehr mit Zucker erlassen, die gegenüber der vorjährigen Regelung wesentliche Änderungen enthält. Die Verteilungsstelle hat nunmehr die Aufgabe, den Rübenzucker nach den Bedürfnissen der verbrauchenden Bevölkerung auf die Kommunalverbände aufzuteilen. (561, 840, 805, 899)
article-continuation: halten und der auf den Warenpreis vorgenommene Aufschlag kann sich bei dieser Sachlage nur in mäßigen Grenzen bewegen. (817, 181, 1114, 200)
letter-continuation: Ich unterhalte bei einer hiesigen Bank ein Konto, das seit Jahren stets ein Guthaben für mich aufweist. Ich habe stets nur mit kleinen Schecks gearbeitet und bin nunmehr über die neue Praxis der Banken sehr überrascht. (817, 570, 1114, 609)
article-lead: * Die neue Verordnung über den Verkehr mit Zucker. (570, 462, 805, 471)
article-continuation: Die Zahlen lassen erkennen, daß die englischen Produzenten für ihre Lieferungen recht gut bezahlt werden. Wohl sind auch die Schiffsfrachten nicht außer acht zu lassen, deren Höhe in den oben genannten Beträgen mit berücksichtigt werden muß. Die Einfuhr nach Frankreich zeigt für den Juli und August eine bemerkenswerte Abnahme. (51, 1534, 293, 1592)
table-header-cell: 1914 (122, 732, 148, 757)
article-paragraph: * Die deutschen Farbenprodukte im Ausland. Man schreibt uns: Ein interessanter Beitrag zum Kapitel von der Weltstellung der deutschen chemischen Industrie findet sich in der „Times of India“. Im August lief der Dampfer „Kronenfels“ in Bombay mit einer Ladung deutscher Teerfarben ein, die aus einem Lager der Elberfelder Farbenfabriken stammten. (304, 1128, 549, 1186)
article-continuation: Man schreibt uns: In den bei der Kgl. Eisenbahn-Direktion Hannover heute abgehaltenen Verkauf von Altmaterial wurden folgende Preise erzielt. (561, 1788, 805, 1818)
report-dateline: Halle a. S., 22. Septbr. (826, 944, 923, 953)
article-continuation: Man schreibt uns von juristischer Seite: Das H.G.B. bestimmt im Interesse der Allgemeinheit, insbesondere im Interesse der Gläubiger der Aktiengesellschaft, in seinem § 213, daß die Aktionäre ihre Einlagen nicht zurückfordern können, also weder unmittelbar noch mittelbar erhalten dürfen. (304, 821, 549, 880)
article-continuation: In 1914/15 erzielte die Emder Heringsfischerei einen Gewinn, der die Ausschüttung einer Dividende von 12 pCt. ermöglicht. (304, 2213, 549, 2242)
article-paragraph: halten und der auf den Warenpreis vorgenommene Aufschlag kann sich bei dieser Sachlage nur in mäßigen Grenzen bewegen. (817, 115, 1114, 134)
article-lead: Hüttenwerke Siegerland, Siegen. (570, 240, 713, 249)
section-divider (817, 228, 1114, 229)
column-4 (817, 114, 1114, 1624)
article-continuation: halten und der auf den Warenpreis vorgenommene Aufschlag kann sich bei dieser Sachlage nur in mäßigen Grenzen bewegen. (817, 158, 1114, 178)
article-paragraph: Gewerkschaft Louise, Braunkohlenstein-Bergwerk in Essen. Der Grubenvorstand hat beschlossen, auf das dritte Vierteljahr 1915 eine Ausbeute von 40 Mark zu verteilen. (561, 420, 805, 450)
article-lead: * Verfügung von Altmaterial. (570, 1757, 692, 1766)
table-cell: auf London (817, 1171, 978, 1181)
article-continuation: Für das Betriebsjahr 1915/16 hat der Bundesrat die Verordnung über den Verkehr mit Zucker erlassen, die gegenüber der vorjährigen Regelung wesentliche Änderungen enthält. Die Verteilungsstelle hat nunmehr die Aufgabe, den Rübenzucker nach den Bedürfnissen der verbrauchenden Bevölkerung auf die Kommunalverbände aufzuteilen. (561, 595, 805, 653)
article-continuation: Aus Wien, 22. d. M., telegraphiert unser W-Korrespondent: In der heutigen Sitzung des Administrationsrates wurde an Stelle des verstorbenen Präsidenten Direktor Felix Kuranda zum Präsidenten und an Stelle des Direktors von Adler zum Generaldirektor gewählt. (51, 2373, 293, 2422)
article-continuation: Man schreibt uns aus Chemnitz, 21. d. M.: Die Beschäftigung in der sächsischen Wirkwarenindustrie war in den letzten Wochen fortgesetzt befriedigend, wenn auch die Rohmaterialbeschaffung Schwierigkeiten bereitete. (561, 1632, 805, 1671)
table-cell: + (260, 828, 292, 853)
article-continuation: Man schreibt uns aus Chemnitz, 21. d. M.: Die Beschäftigung in der sächsischen Wirkwarenindustrie war in den letzten Wochen fortgesetzt befriedigend, wenn auch die Rohmaterialbeschaffung Schwierigkeiten bereitete. (561, 1715, 805, 1754)
article-lead: * Keine Rückerwerbung der Aktionäranteile trotz Nichtzahlung ausstehender Zinsen. (304, 321, 549, 340)
issue-number: Nummer 264 Seite 4 (54, 88, 224, 105)
bourse-table (817, 1161, 1114, 1200)
table-cell: Mai (engl. Tons) (52, 757, 122, 775)
letter-date: Nürnberg, den 20. September. (997, 464, 1114, 474)
article-continuation: In Frankreich nimmt die Frage der Kohlenversorgung des Landes, die bereits vor einiger Zeit (Abendblatt vom 4. August) an dieser Stelle erörtert wurde, die Beachtung der Oeffentlichkeit fortgesetzt stark in Anspruch. Am 8. September hat Frankreich, wie bekannt, ein Ausfuhrverbot für Steinkohle in Kraft, das nur in bestimmten Fällen mit ministerieller Genehmigung außer Geltung gesetzt werden kann. Praktisch hat dieses Verbot wohl nur geringen Wert, da schon bisher nach Auskunft der Presse nur bescheidene Mengen an das Ausland abzugeben waren. (51, 630, 293, 728)
article-continuation: der Banque Commerciale Roumaine in Bukarest mit 1907 übernommen. In Paris war er in Verbindung mit einer Bankgruppe im internationalen Finanzgeschäft tätig. Bekannt ist insbesondere seine Mitwirkung bei den Verhandlungen über die Orientalischen Bahnen. (304, 166, 549, 214)
article-continuation: Die Zahlen lassen erkennen, daß die englischen Produzenten für ihre Lieferungen recht gut bezahlt werden. Wohl sind auch die Schiffsfrachten nicht außer acht zu lassen, deren Höhe in den oben genannten Beträgen mit berücksichtigt werden muß. Die Einfuhr nach Frankreich zeigt für den Juli und August eine bemerkenswerte Abnahme. (51, 1412, 293, 1470)
wire-reports-heading: Drahtmeldungen des Handelsteils. (857, 633, 1074, 677)
article-continuation: Die Zahlen lassen erkennen, daß die englischen Produzenten für ihre Lieferungen recht gut bezahlt werden. Wohl sind auch die Schiffsfrachten nicht außer acht zu lassen, deren Höhe in den oben genannten Beträgen mit berücksichtigt werden muß. Die Einfuhr nach Frankreich zeigt für den Juli und August eine bemerkenswerte Abnahme. (51, 1840, 293, 1899)
table-header-cell: 1915 (148, 732, 173, 757)
article-continuation: Man schreibt uns aus Chemnitz, 21. d. M.: Die Beschäftigung in der sächsischen Wirkwarenindustrie war in den letzten Wochen fortgesetzt befriedigend, wenn auch die Rohmaterialbeschaffung Schwierigkeiten bereitete. (561, 1590, 805, 1629)
table-header-cell: Wert in £ 1915 (232, 732, 260, 757)
article-continuation: Man schreibt uns: Ein interessanter Beitrag zum Kapitel von der Weltstellung der deutschen chemischen Industrie findet sich in der „Times of India“. Im August lief der Dampfer „Kronenfels“ in Bombay mit einer Ladung deutscher Teerfarben ein, die aus einem Lager der Elberfelder Farbenfabriken stammten. (304, 1557, 549, 1615)
table-cell: — (172, 793, 204, 810)
article-paragraph: Die Zahlen lassen erkennen, daß die englischen Produzenten für ihre Lieferungen recht gut bezahlt werden. Wohl sind auch die Schiffsfrachten nicht außer acht zu lassen, deren Höhe in den oben genannten Beträgen mit berücksichtigt werden muß. Die Einfuhr nach Frankreich zeigt für den Juli und August eine bemerkenswerte Abnahme. (51, 860, 293, 918)
report-dateline: Essen (Ruhr), 22. Septbr. (826, 1095, 942, 1104)
table-row (817, 1181, 1114, 1191)
table-cell: 874 548 (204, 757, 232, 775)
article-lead: Banque du Liège, Liège (Schweiz). (570, 377, 717, 386)
report-continuation: hat im Jahre 1914/15 ihren Betrieb trotz der Kriegsverhältnisse aufrechterhalten können und verteilt eine Dividende von 6 pCt. (817, 922, 1114, 941)
table-header-cell: Mehr-wert 1915 (260, 732, 292, 757)
wire-report: Die Deutsch-Columbianische Brauerei G. m. b. H. hat im Jahre 1914/15 ihren Betrieb trotz der Kriegsverhältnisse aufrechterhalten können und verteilt eine Dividende von 6 pCt. (817, 758, 1115, 787)
article-continuation: Für das Betriebsjahr 1915/16 hat der Bundesrat die Verordnung über den Verkehr mit Zucker erlassen, die gegenüber der vorjährigen Regelung wesentliche Änderungen enthält. Die Verteilungsstelle hat nunmehr die Aufgabe, den Rübenzucker nach den Bedürfnissen der verbrauchenden Bevölkerung auf die Kommunalverbände aufzuteilen. (561, 778, 805, 837)
article-continuation: Man schreibt uns: Ein interessanter Beitrag zum Kapitel von der Weltstellung der deutschen chemischen Industrie findet sich in der „Times of India“. Im August lief der Dampfer „Kronenfels“ in Bombay mit einer Ladung deutscher Teerfarben ein, die aus einem Lager der Elberfelder Farbenfabriken stammten. (304, 1311, 549, 1370)
article-continuation: Die Zahlen lassen erkennen, daß die englischen Produzenten für ihre Lieferungen recht gut bezahlt werden. Wohl sind auch die Schiffsfrachten nicht außer acht zu lassen, deren Höhe in den oben genannten Beträgen mit berücksichtigt werden muß. Die Einfuhr nach Frankreich zeigt für den Juli und August eine bemerkenswerte Abnahme. (51, 921, 293, 979)
report-continuation: hat im Jahre 1914/15 ihren Betrieb trotz der Kriegsverhältnisse aufrechterhalten können und verteilt eine Dividende von 6 pCt. (817, 812, 1114, 831)
article-paragraph: * Die neue Verordnung über den Verkehr mit Zucker. Für das Betriebsjahr 1915/16 hat der Bundesrat die Verordnung über den Verkehr mit Zucker erlassen, die gegenüber der vorjährigen Regelung wesentliche Änderungen enthält. Die Verteilungsstelle hat nunmehr die Aufgabe, den Rübenzucker nach den Bedürfnissen der verbrauchenden Bevölkerung auf die Kommunalverbände aufzuteilen. (561, 462, 805, 530)
table-cell: 1 580 850 (148, 793, 173, 810)
table-row (52, 828, 293, 853)
closing-report: London, 21. Sept. Fondsbörse. Privatdiskont 4 7/8 Silber 23 3/4. Bankausweis. Wechsel auf Amsterdam 11.46, 3 Monate Sicht; Wechsel auf Paris 27.85, Wechsel auf Petersburg 158. (817, 1204, 1114, 1233)
coal-export-table (51, 732, 293, 853)
table-cell: 11.46 (977, 1171, 1046, 1181)
